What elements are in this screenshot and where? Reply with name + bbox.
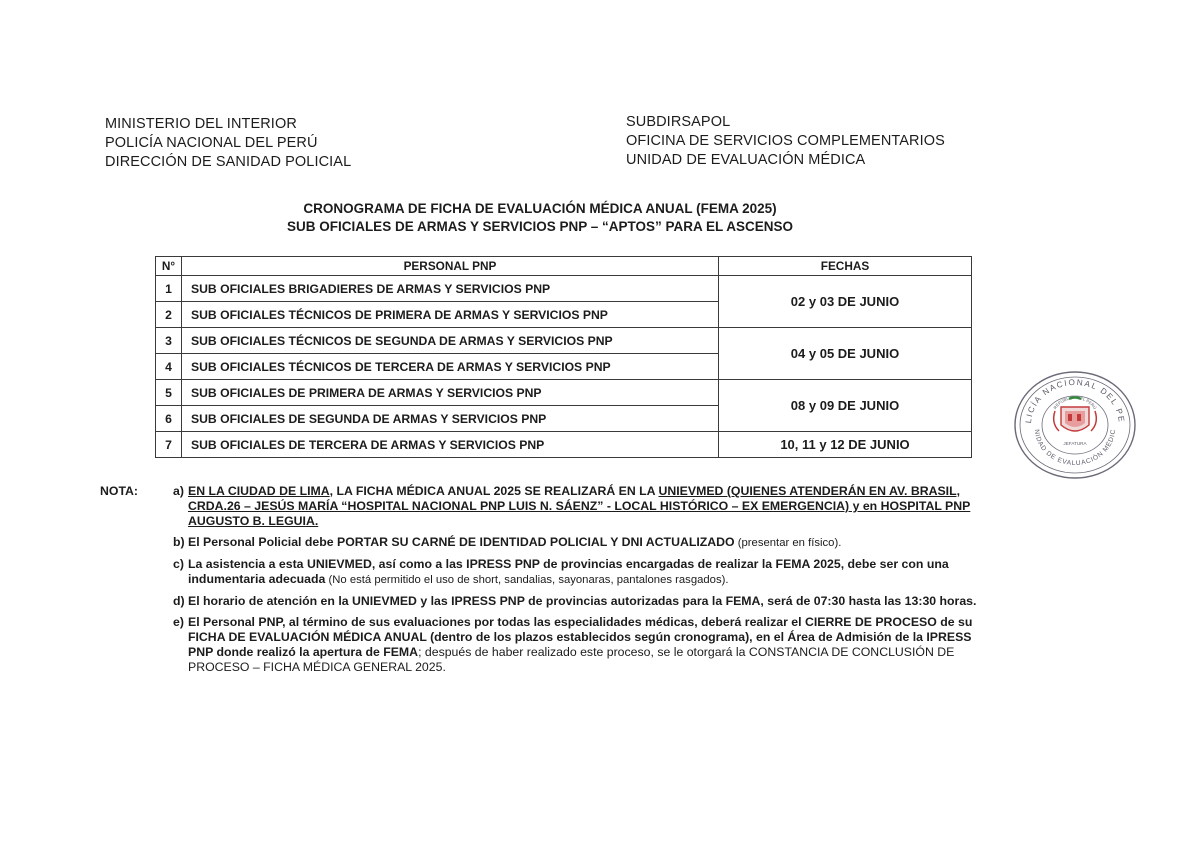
note-b-detail: (presentar en físico). <box>734 537 842 549</box>
row-personal: SUB OFICIALES TÉCNICOS DE TERCERA DE ARMAS Y SERVICIOS PNP <box>182 354 719 380</box>
header-left-line: POLICÍA NACIONAL DEL PERÚ <box>105 135 318 151</box>
table-row <box>156 328 972 354</box>
note-c-detail: (No está permitido el uso de short, sandalias, sayonaras, pantalones rasgados). <box>325 574 729 586</box>
notes-label: NOTA: <box>100 484 139 498</box>
note-letter: c) <box>173 557 184 571</box>
row-personal: SUB OFICIALES TÉCNICOS DE SEGUNDA DE ARMAS Y SERVICIOS PNP <box>182 328 719 354</box>
header-left-line: DIRECCIÓN DE SANIDAD POLICIAL <box>105 154 352 170</box>
table-row <box>156 432 972 458</box>
note-d-text: El horario de atención en la UNIEVMED y las IPRESS PNP de provincias autorizadas para la FEMA, será de 07:30 hasta las 13:30 horas. <box>188 594 977 608</box>
document-title: CRONOGRAMA DE FICHA DE EVALUACIÓN MÉDICA ANUAL (FEMA 2025) <box>303 201 777 216</box>
note-b <box>100 535 990 551</box>
row-number: 7 <box>156 432 182 458</box>
table-row <box>156 276 972 302</box>
schedule-table <box>155 256 972 458</box>
row-dates: 04 y 05 DE JUNIO <box>719 328 972 380</box>
row-number: 2 <box>156 302 182 328</box>
header-right-line: OFICINA DE SERVICIOS COMPLEMENTARIOS <box>626 133 945 149</box>
note-e-detail: ; después de haber realizado este proceso, se le otorgará la CONSTANCIA DE CONCLUSIÓN DE PROCESO – FICHA MÉDICA GENERAL 2025. <box>188 645 955 674</box>
row-number: 5 <box>156 380 182 406</box>
note-letter: e) <box>173 615 184 629</box>
note-a-text: , LA FICHA MÉDICA ANUAL 2025 SE REALIZARÁ EN LA <box>329 484 659 498</box>
row-number: 3 <box>156 328 182 354</box>
table-row <box>156 380 972 406</box>
header-right-line: SUBDIRSAPOL <box>626 114 731 130</box>
note-e <box>100 615 990 675</box>
note-c <box>100 557 990 588</box>
document-subtitle: SUB OFICIALES DE ARMAS Y SERVICIOS PNP – “APTOS” PARA EL ASCENSO <box>286 219 794 234</box>
header-personal: PERSONAL PNP <box>182 257 719 276</box>
notes-section <box>100 484 990 681</box>
header-left-line: MINISTERIO DEL INTERIOR <box>105 116 297 132</box>
row-personal: SUB OFICIALES DE PRIMERA DE ARMAS Y SERVICIOS PNP <box>182 380 719 406</box>
note-letter: d) <box>173 594 185 608</box>
note-d <box>100 594 990 609</box>
row-dates: 08 y 09 DE JUNIO <box>719 380 972 432</box>
row-personal: SUB OFICIALES TÉCNICOS DE PRIMERA DE ARMAS Y SERVICIOS PNP <box>182 302 719 328</box>
row-dates: 10, 11 y 12 DE JUNIO <box>719 432 972 458</box>
row-personal: SUB OFICIALES BRIGADIERES DE ARMAS Y SERVICIOS PNP <box>182 276 719 302</box>
row-personal: SUB OFICIALES DE TERCERA DE ARMAS Y SERVICIOS PNP <box>182 432 719 458</box>
seal-label: JEFATURA <box>1063 441 1087 446</box>
seal-outer-text: LICÍA NACIONAL DEL PE <box>1023 377 1127 424</box>
seal-bottom-text: NIDAD DE EVALUACIÓN MÉDIC <box>1032 428 1118 468</box>
header-number: N° <box>156 257 182 276</box>
note-e-text: El Personal PNP, al término de sus evaluaciones por todas las especialidades médicas, deberá realizar el CIERRE DE PROCESO de su FICHA DE EVALUACIÓN MÉDICA ANUAL (dentro de los plazos establecidos según cronograma), en el Área de Admisión de la IPRESS PNP donde realizó la apertura de FEMA <box>188 615 973 659</box>
row-dates: 02 y 03 DE JUNIO <box>719 276 972 328</box>
note-a-venue: UNIEVMED (QUIENES ATENDERÁN EN AV. BRASIL, CRDA.26 – JESÚS MARÍA “HOSPITAL NACIONAL PNP LUIS N. SÁENZ” - LOCAL HISTÓRICO – EX EMERGENCIA) y en HOSPITAL PNP AUGUSTO B. LEGUIA. <box>188 484 971 528</box>
table-header-row <box>156 257 972 276</box>
row-number: 1 <box>156 276 182 302</box>
official-seal <box>1011 369 1139 482</box>
note-c-text: La asistencia a esta UNIEVMED, así como a las IPRESS PNP de provincias encargadas de realizar la FEMA 2025, debe ser con una indumentaria adecuada <box>188 557 949 586</box>
note-letter: a) <box>173 484 184 498</box>
row-number: 4 <box>156 354 182 380</box>
note-b-text: El Personal Policial debe PORTAR SU CARNÉ DE IDENTIDAD POLICIAL Y DNI ACTUALIZADO <box>188 535 735 549</box>
header-right <box>626 113 945 170</box>
seal-inner-text: REPÚBLICA DEL PERÚ <box>1052 394 1098 411</box>
header-left <box>105 115 351 172</box>
row-personal: SUB OFICIALES DE SEGUNDA DE ARMAS Y SERVICIOS PNP <box>182 406 719 432</box>
row-number: 6 <box>156 406 182 432</box>
note-a-location: EN LA CIUDAD DE LIMA <box>188 484 330 498</box>
note-letter: b) <box>173 535 185 549</box>
header-dates: FECHAS <box>719 257 972 276</box>
note-a <box>100 484 990 529</box>
seal-icon <box>1011 369 1139 482</box>
header-right-line: UNIDAD DE EVALUACIÓN MÉDICA <box>626 152 866 168</box>
